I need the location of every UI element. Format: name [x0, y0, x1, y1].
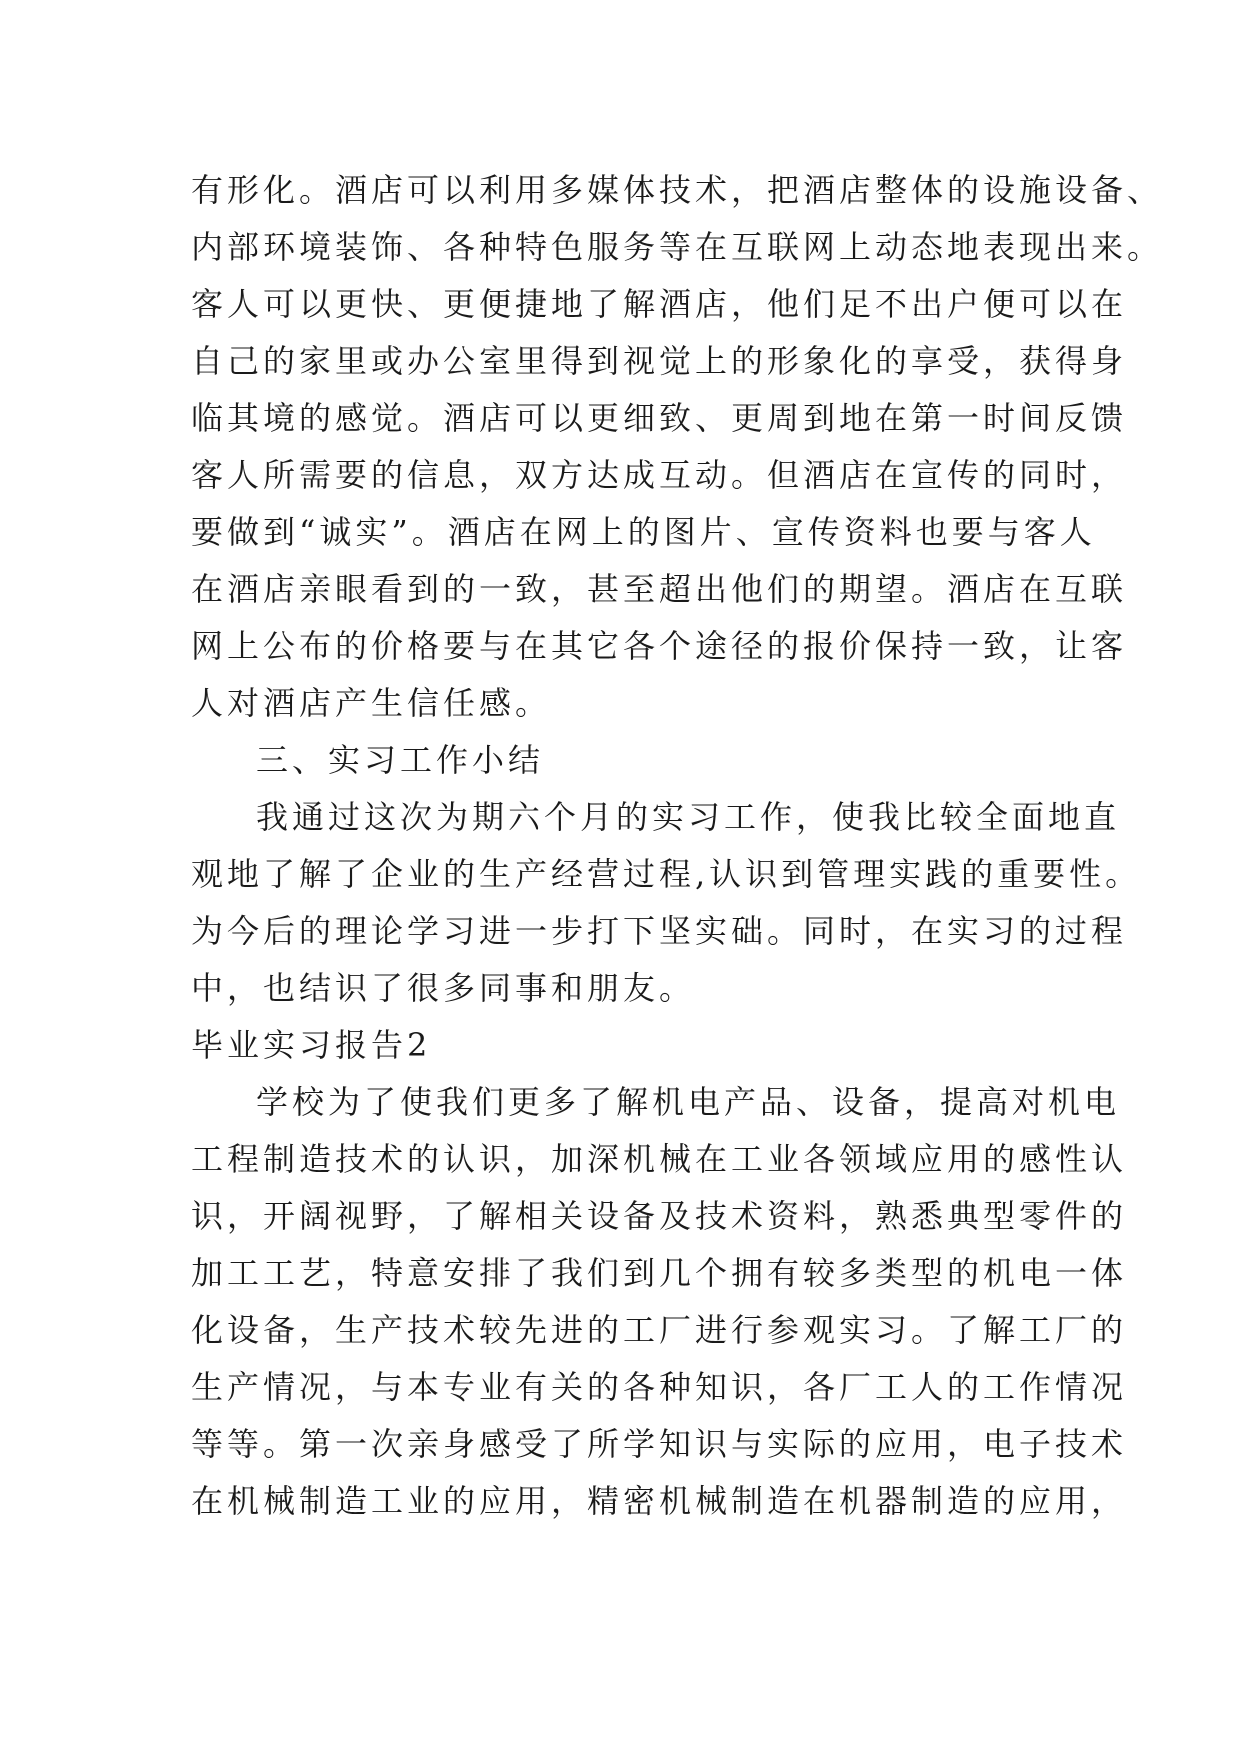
text-line-24: 在机械制造工业的应用，精密机械制造在机器制造的应用，	[191, 1482, 1128, 1520]
text-line-10: 人对酒店产生信任感。	[191, 684, 552, 722]
text-line-22: 生产情况，与本专业有关的各种知识，各厂工人的工作情况	[191, 1368, 1128, 1406]
text-line-5: 临其境的感觉。酒店可以更细致、更周到地在第一时间反馈	[191, 399, 1128, 437]
text-line-3: 客人可以更快、更便捷地了解酒店，他们足不出户便可以在	[191, 285, 1128, 323]
text-line-8: 在酒店亲眼看到的一致，甚至超出他们的期望。酒店在互联	[191, 570, 1128, 608]
text-line-21: 化设备，生产技术较先进的工厂进行参观实习。了解工厂的	[191, 1311, 1128, 1349]
text-line-19: 识，开阔视野，了解相关设备及技术资料，熟悉典型零件的	[191, 1197, 1128, 1235]
text-line-15: 中，也结识了很多同事和朋友。	[191, 969, 696, 1007]
text-line-18: 工程制造技术的认识，加深机械在工业各领域应用的感性认	[191, 1140, 1128, 1178]
report-title: 毕业实习报告2	[191, 1026, 432, 1064]
text-line-17: 学校为了使我们更多了解机电产品、设备，提高对机电	[256, 1083, 1121, 1121]
text-line-13: 观地了解了企业的生产经营过程,认识到管理实践的重要性。	[191, 855, 1142, 893]
text-line-12: 我通过这次为期六个月的实习工作，使我比较全面地直	[256, 798, 1121, 836]
text-line-7: 要做到“诚实”。酒店在网上的图片、宣传资料也要与客人	[191, 513, 1096, 551]
text-line-1: 有形化。酒店可以利用多媒体技术，把酒店整体的设施设备、	[191, 171, 1164, 209]
section-heading: 三、实习工作小结	[256, 741, 545, 779]
text-line-6: 客人所需要的信息，双方达成互动。但酒店在宣传的同时，	[191, 456, 1128, 494]
text-line-4: 自己的家里或办公室里得到视觉上的形象化的享受，获得身	[191, 342, 1128, 380]
text-line-23: 等等。第一次亲身感受了所学知识与实际的应用，电子技术	[191, 1425, 1128, 1463]
text-line-14: 为今后的理论学习进一步打下坚实础。同时，在实习的过程	[191, 912, 1128, 950]
text-line-2: 内部环境装饰、各种特色服务等在互联网上动态地表现出来。	[191, 228, 1164, 266]
text-line-9: 网上公布的价格要与在其它各个途径的报价保持一致，让客	[191, 627, 1128, 665]
text-line-20: 加工工艺，特意安排了我们到几个拥有较多类型的机电一体	[191, 1254, 1128, 1292]
